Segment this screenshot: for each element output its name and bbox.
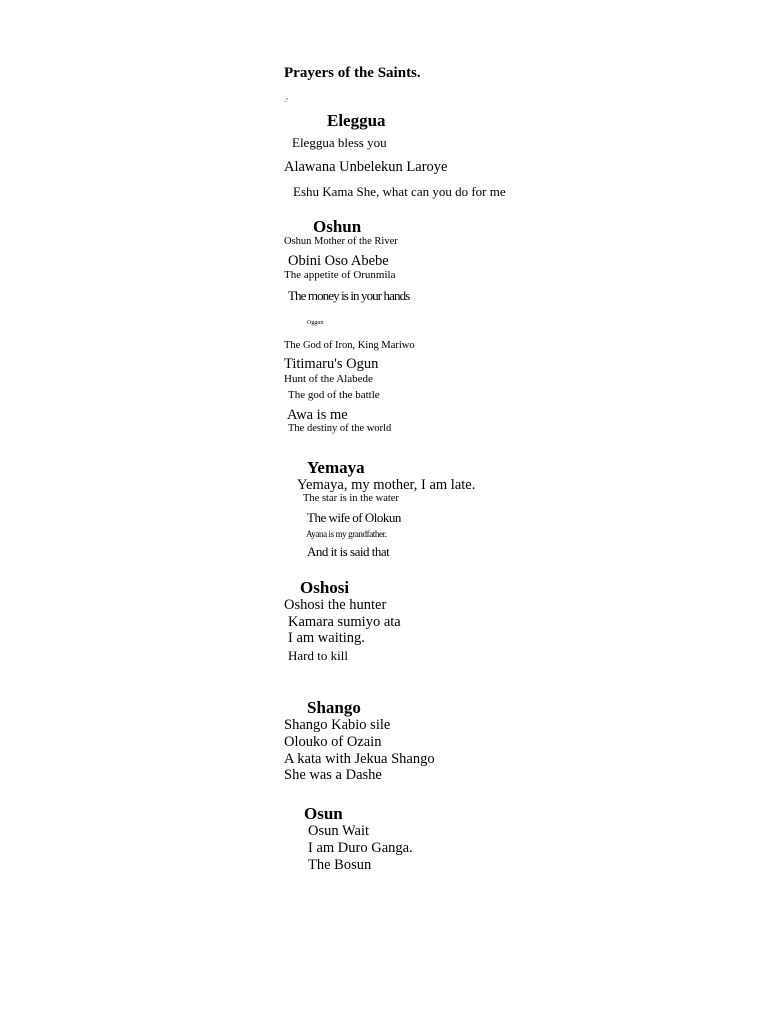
prayer-line: A kata with Jekua Shango: [284, 751, 435, 767]
prayer-line: Olouko of Ozain: [284, 734, 382, 750]
prayer-line: The Bosun: [308, 857, 372, 873]
prayer-line: Ayana is my grandfather.: [306, 529, 387, 539]
prayer-line: The destiny of the world: [288, 423, 392, 434]
prayer-line: The God of Iron, King Mariwo: [284, 340, 415, 351]
section-heading-oshosi: Oshosi: [300, 578, 350, 597]
prayer-line: The star is in the water: [303, 493, 399, 504]
prayer-line: And it is said that: [307, 544, 390, 559]
section-heading-shango: Shango: [307, 698, 361, 717]
prayer-line: The appetite of Orunmila: [284, 269, 396, 281]
prayer-line: Eleggua bless you: [292, 135, 387, 150]
section-heading-eleggua: Eleggua: [327, 111, 386, 130]
document-title: Prayers of the Saints.: [284, 65, 421, 81]
prayer-line: Oshosi the hunter: [284, 597, 387, 613]
prayer-line: Hunt of the Alabede: [284, 373, 373, 385]
section-heading-osun: Osun: [304, 804, 343, 823]
prayer-line: Alawana Unbelekun Laroye: [284, 159, 448, 175]
prayer-line: Awa is me: [287, 407, 348, 423]
prayer-line: Titimaru's Ogun: [284, 356, 379, 372]
section-heading-oshun: Oshun: [313, 217, 362, 236]
prayer-line: The money is in your hands: [288, 288, 410, 303]
prayer-line: Hard to kill: [288, 648, 348, 663]
prayer-line: Eshu Kama She, what can you do for me: [293, 184, 506, 199]
section-heading-oggun: Oggun: [307, 320, 324, 326]
prayer-line: The god of the battle: [288, 389, 380, 401]
prayer-line: Oshun Mother of the River: [284, 236, 398, 247]
prayer-line: Obini Oso Abebe: [288, 253, 389, 269]
prayer-line: I am Duro Ganga.: [308, 840, 413, 856]
prayer-line: She was a Dashe: [284, 767, 382, 783]
prayer-line: Yemaya, my mother, I am late.: [297, 477, 476, 493]
prayer-line: I am waiting.: [288, 630, 365, 646]
prayer-line: Kamara sumiyo ata: [288, 614, 401, 630]
section-heading-yemaya: Yemaya: [307, 458, 365, 477]
stray-mark: .:': [284, 98, 289, 104]
prayer-line: Shango Kabio sile: [284, 717, 391, 733]
prayer-line: Osun Wait: [308, 823, 369, 839]
prayer-line: The wife of Olokun: [307, 510, 401, 525]
